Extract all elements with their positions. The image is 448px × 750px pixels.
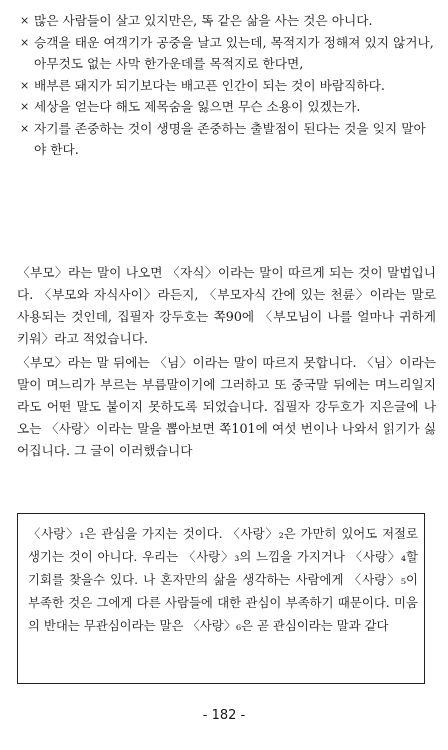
bullet-mark: × — [20, 14, 30, 27]
quoted-passage-text: 〈사랑〉₁은 관심을 가지는 것이다. 〈사랑〉₂은 가만히 있어도 저절로 생기는 것이 아니다. 우리는 〈사랑〉₃의 느낌을 가지거나 〈사랑〉₄할 기회를 찾을수 있다. 나 혼자만의 삶을 생각하는 사람에게 〈사랑〉₅이 부족한 것은 그에게 다른 사람들에 대한 관심이 부족하기 때문이다. 미움의 반대는 무관심이라는 말은 〈사랑〉₆은 곧 관심이라는 말과 같다 — [28, 526, 418, 633]
bullet-list — [20, 10, 436, 161]
paragraph-parents: 〈부모〉라는 말이 나오면 〈자식〉이라는 말이 따르게 되는 것이 말법입니다. 〈부모와 자식사이〉라든지, 〈부모자식 간에 있는 천륜〉이라는 말로 사용되는 것인데, 집필자 강두호는 쪽90에 〈부모님이 나를 얼마나 귀하게 키워〉라고 적었습니다. — [17, 264, 436, 346]
bullet-mark: × — [20, 35, 30, 49]
bullet-mark: × — [20, 100, 30, 113]
bullet-item — [20, 32, 436, 75]
bullet-text: 자기를 존중하는 것이 생명을 존중하는 출발점이 된다는 것을 잊지 말아야 한다. — [34, 120, 426, 157]
quoted-passage-box — [17, 513, 425, 684]
bullet-text: 배부른 돼지가 되기보다는 배고픈 인간이 되는 것이 바람직하다. — [34, 77, 385, 93]
bullet-text: 세상을 얻는다 해도 제목숨을 잃으면 무슨 소용이 있겠는가. — [34, 99, 361, 114]
bullet-text: 승객을 태운 여객기가 공중을 날고 있는데, 목적지가 정해져 있지 않거나, 아무것도 없는 사막 한가운데를 목적지로 한다면, — [34, 34, 434, 71]
paragraph-honorific: 〈부모〉라는 말 뒤에는 〈님〉이라는 말이 따르지 못합니다. 〈님〉이라는 말이 며느리가 부르는 부름말이기에 그러하고 또 중국말 뒤에는 며느리일지라도 어떤 말도 붙이지 못하도록 되었습니다. 집필자 강두호가 지은글에 나오는 〈사랑〉이라는 말을 뽑아보면 쪽101에 여섯 번이나 나와서 읽기가 싫어집니다. 그 글이 이러했습니다 — [17, 354, 436, 458]
page-number: - 182 - — [202, 708, 246, 723]
bullet-item — [20, 75, 436, 97]
bullet-mark: × — [20, 78, 30, 92]
bullet-item — [20, 118, 436, 161]
bullet-item — [20, 10, 436, 32]
bullet-item — [20, 96, 436, 118]
bullet-mark: × — [20, 121, 30, 135]
bullet-text: 많은 사람들이 살고 있지만은, 똑 같은 삶을 사는 것은 아니다. — [34, 13, 373, 28]
